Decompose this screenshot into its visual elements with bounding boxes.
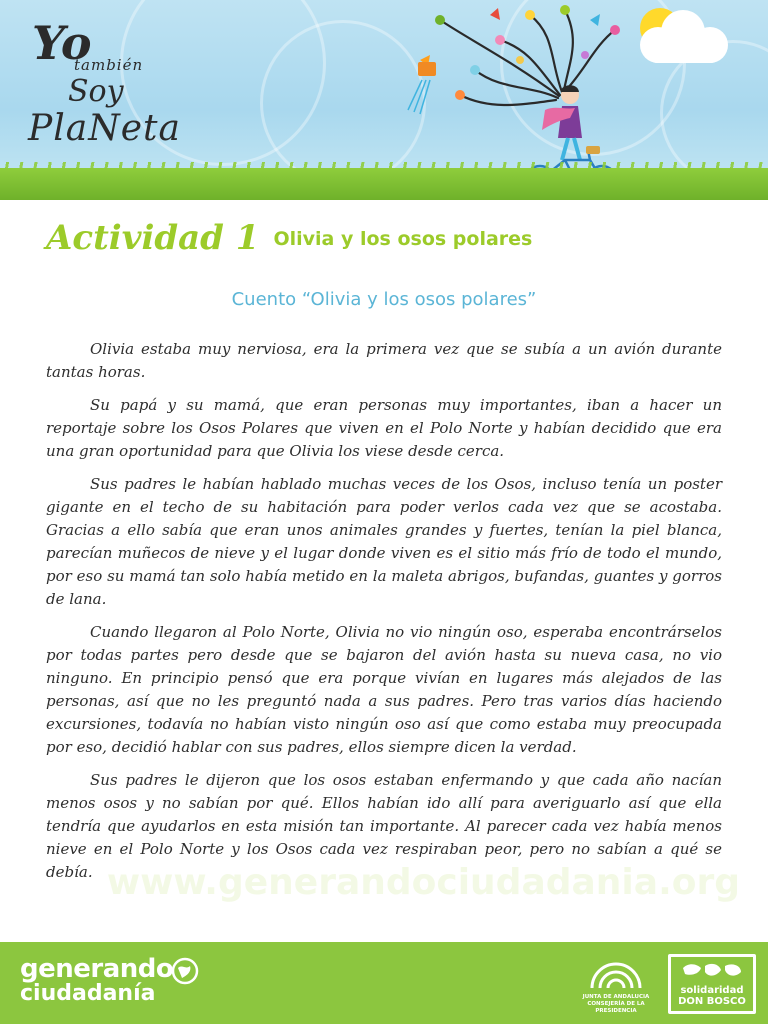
yo-tambien-soy-planeta-logo bbox=[22, 16, 181, 172]
bosco-don-bosco: DON BOSCO bbox=[678, 996, 746, 1007]
website-watermark: www.generandociudadania.org bbox=[106, 862, 740, 903]
ciudadania-logo-text: ciudadanía bbox=[20, 981, 156, 1006]
junta-arch-icon bbox=[588, 954, 644, 990]
junta-department: CONSEJERÍA DE LA PRESIDENCIA bbox=[587, 1001, 645, 1014]
grass-strip bbox=[0, 168, 768, 200]
junta-name: JUNTA DE ANDALUCIA bbox=[582, 994, 650, 1000]
junta-de-andalucia-logo bbox=[574, 952, 658, 1018]
junta-text bbox=[574, 994, 658, 1015]
story-paragraph-2: Su papá y su mamá, que eran personas muy importantes, iban a hacer un reportaje sobre los Osos Polares que viven en el Polo Norte y habían decidido que era una gran oportunidad para que Olivia los viese desde cerca. bbox=[46, 396, 722, 460]
story-body bbox=[46, 338, 722, 894]
generando-logo-text: generando bbox=[20, 954, 174, 984]
solidaridad-don-bosco-logo bbox=[668, 954, 756, 1014]
world-map-icon bbox=[679, 960, 745, 984]
bosco-text bbox=[671, 985, 753, 1007]
header-banner bbox=[0, 0, 768, 200]
story-paragraph-3: Sus padres le habían hablado muchas veces de los Osos, incluso tenía un poster gigante en el techo de su habitación para poder verlos cada vez que se acostaba. Gracias a ello sabía que eran unos animales grandes y fuertes, tenían la piel blanca, parecían muñecos de nieve y el lugar donde viven es el sitio más frío de todo el mundo, por eso su mamá tan solo había metido en la maleta abrigos, bufandas, guantes y gorros de lana. bbox=[46, 475, 722, 608]
globe-icon bbox=[170, 956, 200, 986]
activity-subtitle: Olivia y los osos polares bbox=[273, 228, 533, 250]
story-paragraph-1: Olivia estaba muy nerviosa, era la primera vez que se subía a un avión durante tantas horas. bbox=[46, 340, 722, 381]
story-title: Cuento “Olivia y los osos polares” bbox=[231, 289, 537, 310]
activity-number: Actividad 1 bbox=[46, 218, 260, 258]
story-paragraph-5: Sus padres le dijeron que los osos estaban enfermando y que cada año nacían menos osos y no sabían por qué. Ellos habían ido allí para averiguarlo así que ella tendría que ayudarlos en esta misión tan importante. Al parecer cada vez había menos nieve en el Polo Norte y los Osos cada vez respiraban peor, pero no sabían a qué se debía. bbox=[46, 771, 722, 881]
logo-text-planeta: PlaNeta bbox=[28, 108, 181, 149]
bosco-solidaridad: solidaridad bbox=[680, 985, 744, 996]
logo-text-tambien: también bbox=[74, 56, 144, 74]
generando-ciudadania-logo bbox=[20, 956, 173, 1006]
story-paragraph-4: Cuando llegaron al Polo Norte, Olivia no vio ningún oso, esperaba encontrárselos por todas partes pero desde que se bajaron del avión hasta su nueva casa, no vio ninguno. En principio pensó que era porque vivían en lugares más alejados de las personas, así que no les preguntó nada a sus padres. Pero tras varios días haciendo excursiones, todavía no habían visto ningún oso así que como estaba muy preocupada por eso, decidió hablar con sus padres, ellos siempre dicen la verdad. bbox=[46, 623, 722, 756]
logo-text-soy: Soy bbox=[68, 74, 124, 109]
activity-heading bbox=[46, 218, 532, 258]
bosco-logo-panel bbox=[671, 957, 753, 1011]
footer-bar bbox=[0, 942, 768, 1024]
logo-text-yo: Yo bbox=[32, 16, 92, 70]
cloud-icon bbox=[628, 0, 738, 70]
